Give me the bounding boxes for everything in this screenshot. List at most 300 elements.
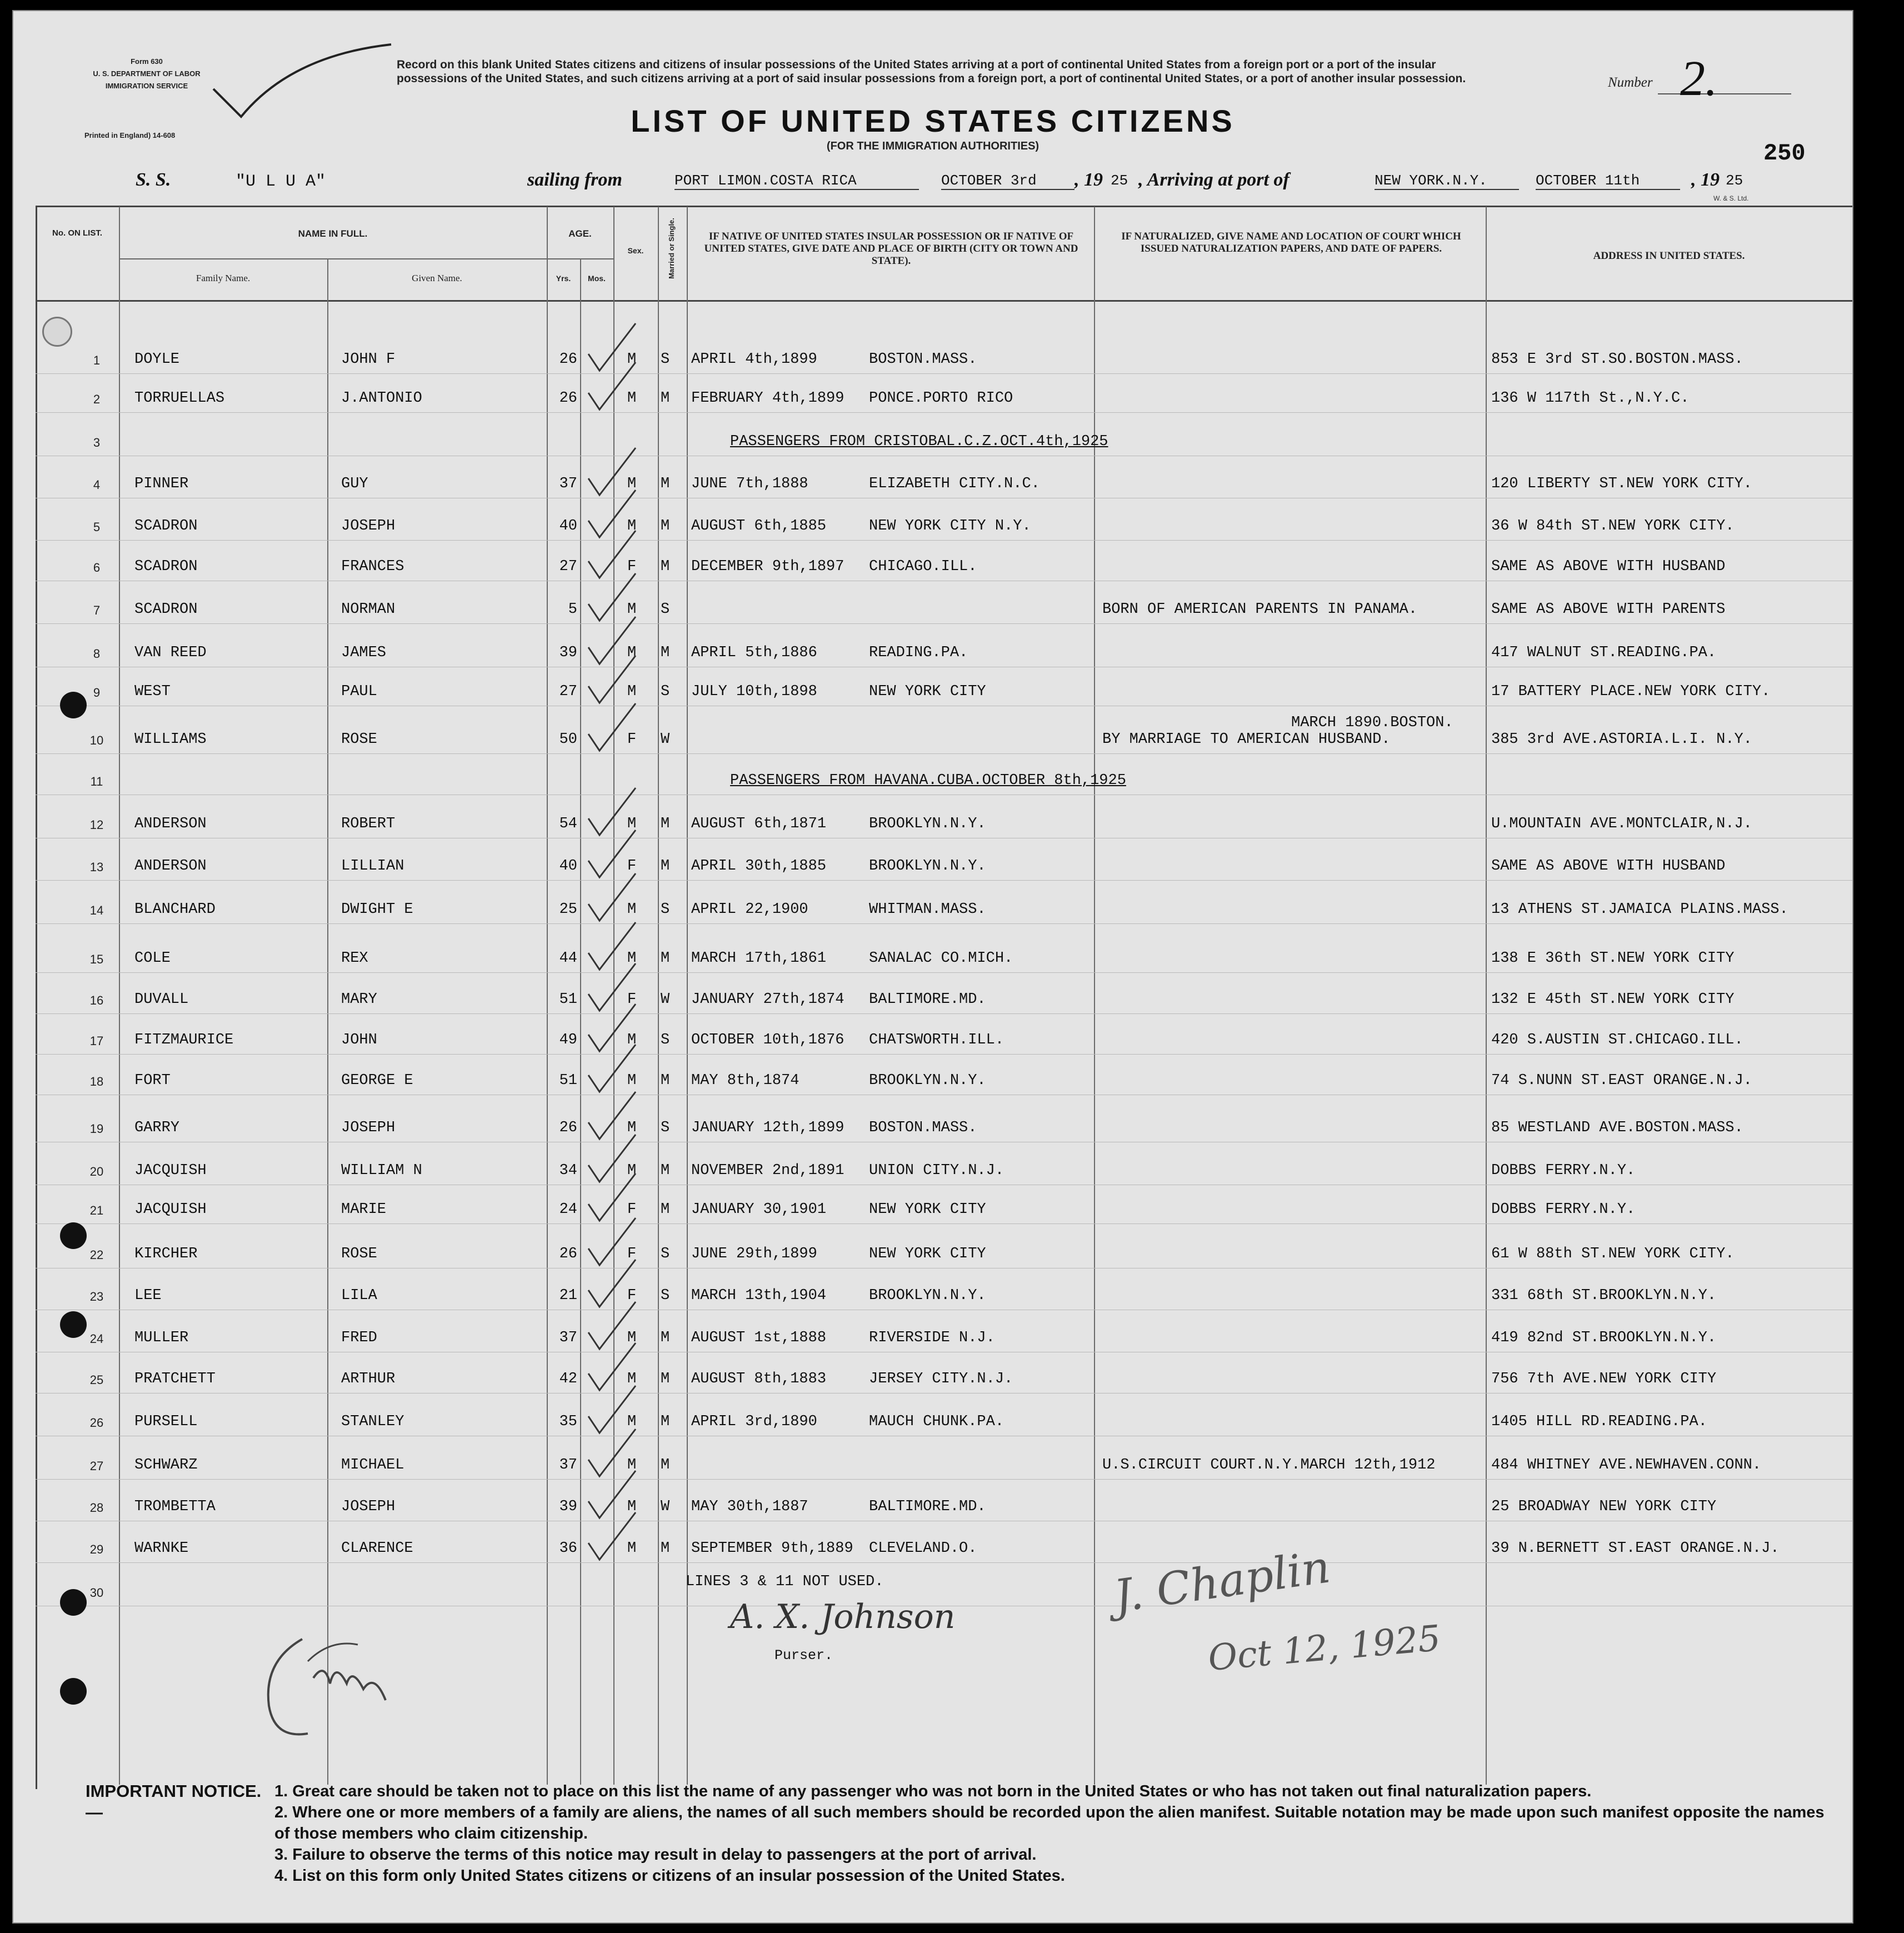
verification-check — [588, 362, 636, 409]
row-number: 26 — [89, 1416, 104, 1430]
cell-ms: W — [661, 991, 670, 1008]
row-number: 20 — [89, 1165, 104, 1178]
cell-ms: M — [661, 1413, 670, 1430]
cell-age: 34 — [559, 1162, 577, 1179]
cell-date: MARCH 17th,1861 — [691, 950, 827, 967]
cell-sex: M — [627, 901, 637, 918]
ss-label: S. S. — [136, 169, 171, 190]
cell-date: APRIL 22,1900 — [691, 901, 808, 918]
sailing-label: sailing from — [527, 169, 622, 190]
cell-addr: U.MOUNTAIN AVE.MONTCLAIR,N.J. — [1491, 816, 1752, 832]
cell-ms: M — [661, 1072, 670, 1089]
cell-ms: M — [661, 816, 670, 832]
cell-addr: 1405 HILL RD.READING.PA. — [1491, 1413, 1707, 1430]
header-native: IF NATIVE OF UNITED STATES INSULAR POSSESSION OR IF NATIVE OF UNITED STATES, GIVE DATE AND PLACE OF BIRTH (CITY OR TOWN AND STATE). — [704, 231, 1078, 267]
page-subtitle: (FOR THE IMMIGRATION AUTHORITIES) — [826, 140, 1040, 152]
cell-place: CHATSWORTH.ILL. — [869, 1032, 1005, 1048]
verification-check — [588, 1218, 636, 1265]
cell-sex: M — [627, 1032, 637, 1048]
cell-given: NORMAN — [341, 601, 396, 618]
cell-family: DUVALL — [134, 991, 189, 1008]
section-heading: PASSENGERS FROM CRISTOBAL.C.Z.OCT.4th,1925 — [730, 433, 1108, 450]
cell-place: READING.PA. — [869, 645, 968, 661]
cell-addr: 74 S.NUNN ST.EAST ORANGE.N.J. — [1491, 1072, 1752, 1089]
notice-list — [274, 1781, 1841, 1886]
row-number: 29 — [89, 1542, 104, 1556]
verification-check — [588, 323, 636, 371]
cell-age: 42 — [559, 1371, 577, 1387]
arriving-label: , Arriving at port of — [1138, 169, 1290, 190]
verification-check — [588, 922, 636, 970]
cell-addr: 61 W 88th ST.NEW YORK CITY. — [1491, 1246, 1735, 1262]
row-number: 17 — [89, 1034, 104, 1048]
binder-hole — [60, 1678, 87, 1705]
cell-age: 26 — [559, 351, 577, 368]
cell-place: BALTIMORE.MD. — [869, 991, 986, 1008]
cell-ms: S — [661, 1246, 670, 1262]
cell-date: APRIL 30th,1885 — [691, 858, 827, 875]
verification-check — [588, 1429, 636, 1476]
row-number: 3 — [93, 436, 101, 449]
cell-sex: F — [627, 858, 637, 875]
row-number: 9 — [93, 686, 101, 700]
cell-family: COLE — [134, 950, 171, 967]
cell-addr: 120 LIBERTY ST.NEW YORK CITY. — [1491, 476, 1752, 492]
cell-ms: M — [661, 1371, 670, 1387]
cell-nat: U.S.CIRCUIT COURT.N.Y.MARCH 12th,1912 — [1102, 1457, 1436, 1474]
cell-given: GEORGE E — [341, 1072, 413, 1089]
row-number: 4 — [93, 478, 101, 492]
cell-sex: M — [627, 1499, 637, 1515]
verification-check — [588, 656, 636, 703]
notice-item: 3. Failure to observe the terms of this notice may result in delay to passengers at the port of arrival. — [274, 1846, 1037, 1864]
cell-sex: M — [627, 351, 637, 368]
row-number: 5 — [93, 520, 101, 534]
cell-place: NEW YORK CITY — [869, 1201, 986, 1218]
verification-check — [588, 1173, 636, 1221]
cell-family: SCADRON — [134, 601, 198, 618]
cell-addr: 39 N.BERNETT ST.EAST ORANGE.N.J. — [1491, 1540, 1780, 1557]
cell-sex: F — [627, 1246, 637, 1262]
row-number: 19 — [89, 1122, 104, 1136]
binder-ring — [42, 317, 72, 347]
cell-date: MAY 8th,1874 — [691, 1072, 799, 1089]
cell-sex: M — [627, 601, 637, 618]
cell-age: 51 — [559, 991, 577, 1008]
cell-date: OCTOBER 10th,1876 — [691, 1032, 844, 1048]
verification-check — [588, 1004, 636, 1051]
cell-sex: F — [627, 1201, 637, 1218]
cell-age: 5 — [568, 601, 577, 618]
cell-age: 44 — [559, 950, 577, 967]
cell-ms: W — [661, 1499, 670, 1515]
row-number: 10 — [89, 733, 104, 747]
cell-date: JANUARY 27th,1874 — [691, 991, 844, 1008]
cell-date: AUGUST 1st,1888 — [691, 1330, 827, 1346]
cell-place: RIVERSIDE N.J. — [869, 1330, 995, 1346]
notice-item: 2. Where one or more members of a family are aliens, the names of all such members should be recorded upon the alien manifest. Suitable notation may be made upon such manifest opposite the names of those members who claim citizenship. — [274, 1804, 1825, 1842]
cell-family: SCHWARZ — [134, 1457, 198, 1474]
cell-family: ANDERSON — [134, 816, 207, 832]
cell-ms: M — [661, 950, 670, 967]
cell-age: 27 — [559, 683, 577, 700]
cell-given: STANLEY — [341, 1413, 404, 1430]
cell-addr: 385 3rd AVE.ASTORIA.L.I. N.Y. — [1491, 731, 1752, 748]
printer-mark: W. & S. Ltd. — [1713, 194, 1749, 202]
verification-check — [588, 490, 636, 537]
cell-addr: 85 WESTLAND AVE.BOSTON.MASS. — [1491, 1120, 1743, 1136]
verification-check — [588, 1386, 636, 1433]
binder-hole — [60, 1222, 87, 1249]
page-number: 250 — [1763, 140, 1806, 167]
cell-ms: W — [661, 731, 670, 748]
cell-date: JUNE 29th,1899 — [691, 1246, 817, 1262]
verification-check — [588, 873, 636, 921]
cell-given: LILLIAN — [341, 858, 404, 875]
cell-family: LEE — [134, 1287, 162, 1304]
cell-family: TROMBETTA — [134, 1499, 216, 1515]
cell-age: 24 — [559, 1201, 577, 1218]
header-no: No. ON LIST. — [52, 228, 102, 238]
cell-date: SEPTEMBER 9th,1889 — [691, 1540, 853, 1557]
cell-sex: M — [627, 1371, 637, 1387]
cell-addr: SAME AS ABOVE WITH HUSBAND — [1491, 558, 1726, 575]
cell-addr: SAME AS ABOVE WITH HUSBAND — [1491, 858, 1726, 875]
cell-family: ANDERSON — [134, 858, 207, 875]
cell-family: FORT — [134, 1072, 171, 1089]
header-name-full: NAME IN FULL. — [298, 228, 368, 239]
cell-date: AUGUST 6th,1871 — [691, 816, 827, 832]
cell-ms: M — [661, 390, 670, 407]
cell-family: GARRY — [134, 1120, 180, 1136]
cell-addr: 36 W 84th ST.NEW YORK CITY. — [1491, 518, 1735, 535]
row-number: 28 — [89, 1501, 104, 1515]
verification-check — [588, 963, 636, 1011]
cell-place: BOSTON.MASS. — [869, 1120, 977, 1136]
verification-check — [588, 1135, 636, 1182]
cell-place: JERSEY CITY.N.J. — [869, 1371, 1013, 1387]
cell-given: PAUL — [341, 683, 377, 700]
binder-hole — [60, 692, 87, 718]
cell-ms: S — [661, 351, 670, 368]
cell-ms: S — [661, 1032, 670, 1048]
cell-age: 21 — [559, 1287, 577, 1304]
row-number: 14 — [89, 903, 104, 917]
cell-age: 26 — [559, 390, 577, 407]
cell-given: FRANCES — [341, 558, 404, 575]
cell-family: JACQUISH — [134, 1201, 207, 1218]
cell-addr: 419 82nd ST.BROOKLYN.N.Y. — [1491, 1330, 1717, 1346]
cell-addr: 331 68th ST.BROOKLYN.N.Y. — [1491, 1287, 1717, 1304]
cell-given: LILA — [341, 1287, 377, 1304]
form-number: Form 630 — [131, 57, 163, 66]
row-number: 21 — [89, 1203, 104, 1217]
cell-ms: M — [661, 1540, 670, 1557]
cell-date: APRIL 3rd,1890 — [691, 1413, 817, 1430]
arrival-date: OCTOBER 11th — [1536, 172, 1680, 190]
cell-family: VAN REED — [134, 645, 207, 661]
cell-sex: F — [627, 558, 637, 575]
inspector-date: Oct 12, 1925 — [1206, 1617, 1442, 1680]
row-number: 6 — [93, 561, 101, 575]
row-number: 1 — [93, 353, 101, 367]
binder-hole — [60, 1589, 87, 1616]
verification-check — [588, 448, 636, 495]
row-number: 13 — [89, 860, 104, 874]
inspector-signature: J. Chaplin — [1111, 1541, 1333, 1622]
page-title: LIST OF UNITED STATES CITIZENS — [631, 103, 1235, 138]
cell-family: SCADRON — [134, 558, 198, 575]
cell-date: JUNE 7th,1888 — [691, 476, 808, 492]
cell-sex: M — [627, 950, 637, 967]
cell-sex: M — [627, 1120, 637, 1136]
departure-port: PORT LIMON.COSTA RICA — [674, 172, 919, 190]
cell-sex: M — [627, 683, 637, 700]
cell-addr: 17 BATTERY PLACE.NEW YORK CITY. — [1491, 683, 1771, 700]
row-number: 7 — [93, 603, 101, 617]
cell-date: FEBRUARY 4th,1899 — [691, 390, 844, 407]
cell-date: APRIL 5th,1886 — [691, 645, 817, 661]
header-sex: Sex. — [627, 246, 644, 255]
cell-sex: M — [627, 518, 637, 535]
cell-ms: S — [661, 1120, 670, 1136]
cell-family: WEST — [134, 683, 171, 700]
cell-addr: 756 7th AVE.NEW YORK CITY — [1491, 1371, 1717, 1387]
cell-addr: 420 S.AUSTIN ST.CHICAGO.ILL. — [1491, 1032, 1743, 1048]
cell-age: 27 — [559, 558, 577, 575]
verification-check — [588, 1512, 636, 1560]
cell-addr: 13 ATHENS ST.JAMAICA PLAINS.MASS. — [1491, 901, 1788, 918]
cell-addr: SAME AS ABOVE WITH PARENTS — [1491, 601, 1726, 618]
cell-family: WILLIAMS — [134, 731, 207, 748]
row-number: 24 — [89, 1332, 104, 1346]
cell-place: MAUCH CHUNK.PA. — [869, 1413, 1005, 1430]
cell-addr: DOBBS FERRY.N.Y. — [1491, 1201, 1636, 1218]
cell-family: KIRCHER — [134, 1246, 198, 1262]
row-number: 16 — [89, 993, 104, 1007]
verification-check — [588, 617, 636, 664]
cell-place: SANALAC CO.MICH. — [869, 950, 1013, 967]
cell-addr: 25 BROADWAY NEW YORK CITY — [1491, 1499, 1717, 1515]
cell-date: MAY 30th,1887 — [691, 1499, 808, 1515]
verification-check — [588, 830, 636, 877]
cell-age: 40 — [559, 858, 577, 875]
cell-nat: BY MARRIAGE TO AMERICAN HUSBAND. — [1102, 731, 1391, 748]
cell-addr: 417 WALNUT ST.READING.PA. — [1491, 645, 1717, 661]
lines-not-used: LINES 3 & 11 NOT USED. — [686, 1574, 884, 1590]
cell-age: 49 — [559, 1032, 577, 1048]
row-number: 15 — [89, 952, 104, 966]
cell-place: BROOKLYN.N.Y. — [869, 816, 986, 832]
row-number: 30 — [89, 1586, 104, 1600]
cell-date: JULY 10th,1898 — [691, 683, 817, 700]
cell-given: DWIGHT E — [341, 901, 413, 918]
handwritten-initials — [252, 1606, 441, 1750]
cell-ms: M — [661, 1457, 670, 1474]
row-number: 11 — [90, 775, 103, 788]
cell-given: CLARENCE — [341, 1540, 413, 1557]
cell-date: AUGUST 6th,1885 — [691, 518, 827, 535]
cell-given: MARY — [341, 991, 377, 1008]
cell-date: AUGUST 8th,1883 — [691, 1371, 827, 1387]
header-address: ADDRESS IN UNITED STATES. — [1593, 250, 1745, 262]
cell-place: BROOKLYN.N.Y. — [869, 1287, 986, 1304]
cell-sex: M — [627, 1540, 637, 1557]
verification-check — [588, 531, 636, 578]
cell-nat-note: MARCH 1890.BOSTON. — [1291, 715, 1453, 731]
cell-age: 26 — [559, 1120, 577, 1136]
cell-age: 37 — [559, 1330, 577, 1346]
list-number: 2. — [1680, 51, 1718, 106]
notice-item: 4. List on this form only United States citizens or citizens of an insular possession of the United States. — [274, 1867, 1065, 1885]
cell-given: JOSEPH — [341, 1120, 396, 1136]
printed-note: Printed in England) 14-608 — [84, 131, 176, 139]
header-married: Married or Single. — [667, 218, 676, 279]
cell-nat: BORN OF AMERICAN PARENTS IN PANAMA. — [1102, 601, 1418, 618]
cell-place: BROOKLYN.N.Y. — [869, 1072, 986, 1089]
cell-ms: S — [661, 901, 670, 918]
cell-sex: M — [627, 1457, 637, 1474]
cell-family: PURSELL — [134, 1413, 198, 1430]
cell-ms: M — [661, 1201, 670, 1218]
cell-place: NEW YORK CITY — [869, 1246, 986, 1262]
cell-place: BROOKLYN.N.Y. — [869, 858, 986, 875]
cell-sex: F — [627, 731, 637, 748]
cell-addr: 138 E 36th ST.NEW YORK CITY — [1491, 950, 1735, 967]
cell-age: 26 — [559, 1246, 577, 1262]
cell-ms: S — [661, 1287, 670, 1304]
cell-given: MICHAEL — [341, 1457, 404, 1474]
cell-age: 37 — [559, 476, 577, 492]
verification-check — [588, 1092, 636, 1139]
cell-family: SCADRON — [134, 518, 198, 535]
notice-item: 1. Great care should be taken not to place on this list the name of any passenger who was not born in the United States or who has not taken out final naturalization papers. — [274, 1782, 1592, 1800]
cell-addr: 484 WHITNEY AVE.NEWHAVEN.CONN. — [1491, 1457, 1762, 1474]
cell-given: GUY — [341, 476, 368, 492]
binder-hole — [60, 1311, 87, 1338]
cell-ms: M — [661, 558, 670, 575]
header-given-name: Given Name. — [412, 273, 462, 283]
section-heading: PASSENGERS FROM HAVANA.CUBA.OCTOBER 8th,1925 — [730, 772, 1126, 789]
important-notice — [86, 1781, 1847, 1886]
cell-family: JACQUISH — [134, 1162, 207, 1179]
cell-given: JOSEPH — [341, 518, 396, 535]
cell-place: BOSTON.MASS. — [869, 351, 977, 368]
row-number: 22 — [89, 1248, 104, 1262]
cell-ms: M — [661, 518, 670, 535]
cell-ms: M — [661, 858, 670, 875]
purser-label: Purser. — [774, 1647, 833, 1664]
arrival-year: 25 — [1726, 172, 1743, 189]
cell-place: PONCE.PORTO RICO — [869, 390, 1013, 407]
cell-family: FITZMAURICE — [134, 1032, 234, 1048]
cell-given: J.ANTONIO — [341, 390, 422, 407]
cell-place: CHICAGO.ILL. — [869, 558, 977, 575]
cell-place: NEW YORK CITY — [869, 683, 986, 700]
cell-given: ROSE — [341, 731, 377, 748]
cell-addr: 132 E 45th ST.NEW YORK CITY — [1491, 991, 1735, 1008]
cell-given: JAMES — [341, 645, 387, 661]
cell-family: DOYLE — [134, 351, 180, 368]
cell-age: 51 — [559, 1072, 577, 1089]
verification-check — [588, 703, 636, 751]
verification-check — [588, 1302, 636, 1349]
cell-given: JOHN F — [341, 351, 396, 368]
purser-signature: A. X. Johnson — [730, 1597, 956, 1636]
row-number: 27 — [89, 1459, 104, 1473]
verification-check — [588, 1045, 636, 1092]
cell-given: ROSE — [341, 1246, 377, 1262]
cell-sex: F — [627, 991, 637, 1008]
arrival-port: NEW YORK.N.Y. — [1375, 172, 1519, 190]
cell-family: PRATCHETT — [134, 1371, 216, 1387]
cell-date: MARCH 13th,1904 — [691, 1287, 827, 1304]
cell-sex: M — [627, 1413, 637, 1430]
cell-ms: M — [661, 1330, 670, 1346]
cell-family: TORRUELLAS — [134, 390, 225, 407]
cell-addr: DOBBS FERRY.N.Y. — [1491, 1162, 1636, 1179]
verification-check — [588, 788, 636, 835]
cell-age: 35 — [559, 1413, 577, 1430]
cell-ms: M — [661, 476, 670, 492]
verification-check — [588, 573, 636, 621]
cell-given: MARIE — [341, 1201, 387, 1218]
cell-sex: M — [627, 816, 637, 832]
cell-age: 39 — [559, 1499, 577, 1515]
cell-date: NOVEMBER 2nd,1891 — [691, 1162, 844, 1179]
cell-addr: 853 E 3rd ST.SO.BOSTON.MASS. — [1491, 351, 1743, 368]
verification-check — [588, 1471, 636, 1518]
form-instructions: Record on this blank United States citizens and citizens of insular possessions of the United States arriving at a port of continental United States from a foreign port or a port of the insular possessions of the United States, and such citizens arriving at a port of said insular possessions from a foreign port, a port of continental United States, or a port of another insular possession. — [397, 58, 1466, 85]
verification-check — [588, 1260, 636, 1307]
header-mos: Mos. — [588, 274, 606, 283]
cell-age: 40 — [559, 518, 577, 535]
cell-date: APRIL 4th,1899 — [691, 351, 817, 368]
cell-date: JANUARY 12th,1899 — [691, 1120, 844, 1136]
header-naturalized: IF NATURALIZED, GIVE NAME AND LOCATION OF COURT WHICH ISSUED NATURALIZATION PAPERS, AND DATE OF PAPERS. — [1121, 231, 1461, 254]
manifest-sheet — [12, 10, 1853, 1924]
cell-date: JANUARY 30,1901 — [691, 1201, 827, 1218]
cell-given: JOHN — [341, 1032, 377, 1048]
cell-sex: M — [627, 645, 637, 661]
departure-year-prefix: , 19 — [1075, 169, 1103, 190]
row-number: 8 — [93, 647, 101, 661]
cell-family: BLANCHARD — [134, 901, 216, 918]
cell-given: ARTHUR — [341, 1371, 396, 1387]
cell-sex: M — [627, 476, 637, 492]
notice-heading: IMPORTANT NOTICE.— — [86, 1781, 262, 1822]
ship-name: "U L U A" — [236, 172, 326, 191]
cell-family: PINNER — [134, 476, 189, 492]
cell-sex: M — [627, 390, 637, 407]
cell-date: DECEMBER 9th,1897 — [691, 558, 844, 575]
cell-family: WARNKE — [134, 1540, 189, 1557]
cell-family: MULLER — [134, 1330, 189, 1346]
cell-age: 39 — [559, 645, 577, 661]
header-family-name: Family Name. — [196, 273, 251, 283]
cell-place: ELIZABETH CITY.N.C. — [869, 476, 1040, 492]
cell-sex: M — [627, 1330, 637, 1346]
cell-sex: F — [627, 1287, 637, 1304]
row-number: 25 — [89, 1373, 104, 1387]
cell-given: FRED — [341, 1330, 377, 1346]
cell-age: 37 — [559, 1457, 577, 1474]
cell-given: JOSEPH — [341, 1499, 396, 1515]
row-number: 12 — [89, 818, 104, 832]
number-label: Number — [1608, 75, 1653, 90]
cell-sex: M — [627, 1162, 637, 1179]
cell-place: NEW YORK CITY N.Y. — [869, 518, 1031, 535]
